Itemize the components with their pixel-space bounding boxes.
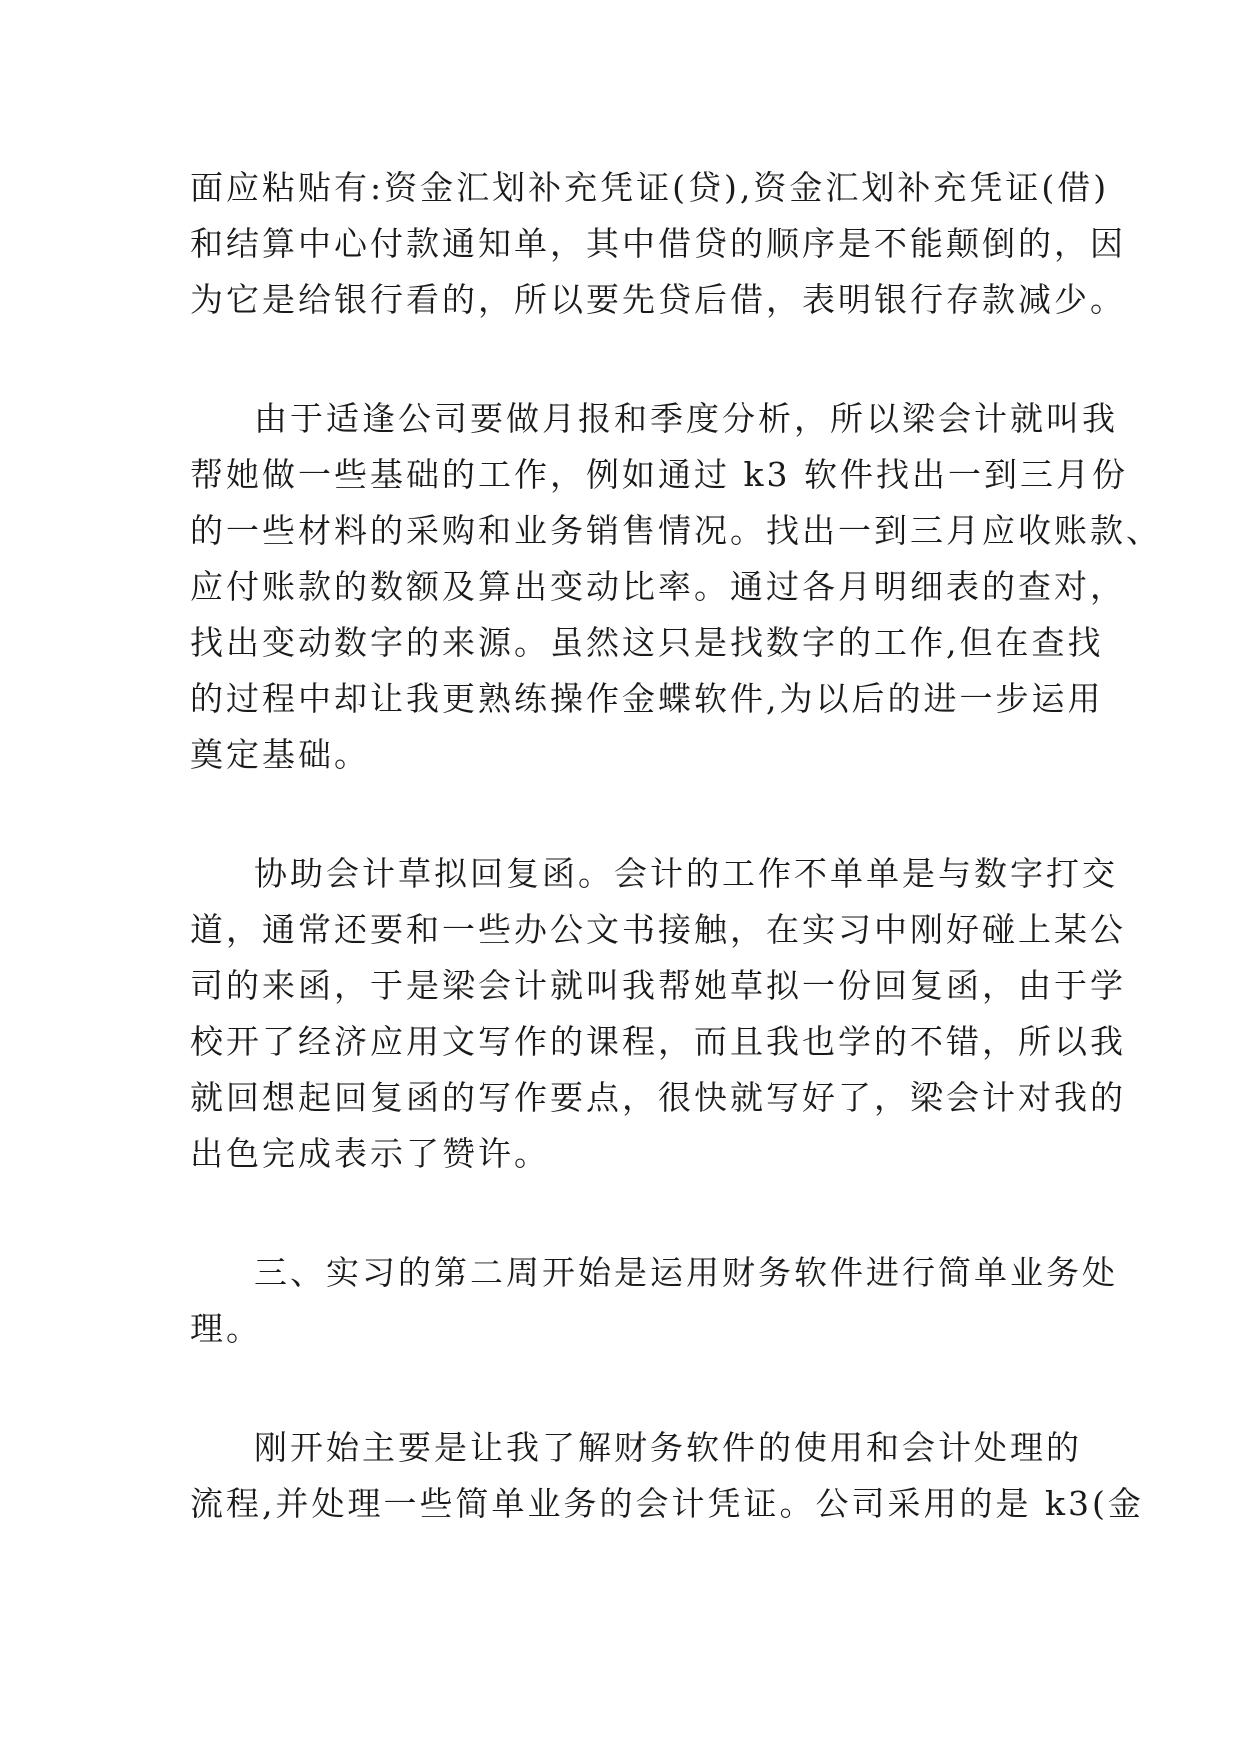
paragraph-2-line-6: 的过程中却让我更熟练操作金蝶软件,为以后的进一步运用 bbox=[190, 679, 1104, 718]
section-heading-line-2: 理。 bbox=[190, 1309, 262, 1348]
paragraph-2-line-3: 的一些材料的采购和业务销售情况。找出一到三月应收账款、 bbox=[190, 511, 1162, 550]
paragraph-2-line-5: 找出变动数字的来源。虽然这只是找数字的工作,但在查找 bbox=[190, 623, 1104, 662]
paragraph-2-line-4: 应付账款的数额及算出变动比率。通过各月明细表的查对， bbox=[190, 567, 1126, 606]
paragraph-3-line-3: 司的来函，于是梁会计就叫我帮她草拟一份回复函，由于学 bbox=[190, 966, 1126, 1005]
paragraph-3-line-5: 就回想起回复函的写作要点，很快就写好了，梁会计对我的 bbox=[190, 1078, 1126, 1117]
paragraph-5-line-2: 流程,并处理一些简单业务的会计凭证。公司采用的是 k3(金 bbox=[190, 1484, 1144, 1523]
paragraph-3-line-2: 道，通常还要和一些办公文书接触，在实习中刚好碰上某公 bbox=[190, 910, 1126, 949]
paragraph-3-line-6: 出色完成表示了赞许。 bbox=[190, 1134, 550, 1173]
paragraph-2-line-1: 由于适逢公司要做月报和季度分析，所以梁会计就叫我 bbox=[254, 399, 1118, 438]
paragraph-1-line-3: 为它是给银行看的，所以要先贷后借，表明银行存款减少。 bbox=[190, 280, 1126, 319]
paragraph-2-line-2: 帮她做一些基础的工作，例如通过 k3 软件找出一到三月份 bbox=[190, 455, 1128, 494]
section-heading-line-1: 三、实习的第二周开始是运用财务软件进行简单业务处 bbox=[254, 1253, 1118, 1292]
paragraph-3-line-1: 协助会计草拟回复函。会计的工作不单单是与数字打交 bbox=[254, 854, 1118, 893]
paragraph-2-line-7: 奠定基础。 bbox=[190, 735, 370, 774]
paragraph-1-line-1: 面应粘贴有:资金汇划补充凭证(贷),资金汇划补充凭证(借) bbox=[190, 168, 1110, 207]
paragraph-5-line-1: 刚开始主要是让我了解财务软件的使用和会计处理的 bbox=[254, 1428, 1082, 1467]
paragraph-3-line-4: 校开了经济应用文写作的课程，而且我也学的不错，所以我 bbox=[190, 1022, 1126, 1061]
paragraph-1-line-2: 和结算中心付款通知单，其中借贷的顺序是不能颠倒的，因 bbox=[190, 224, 1126, 263]
